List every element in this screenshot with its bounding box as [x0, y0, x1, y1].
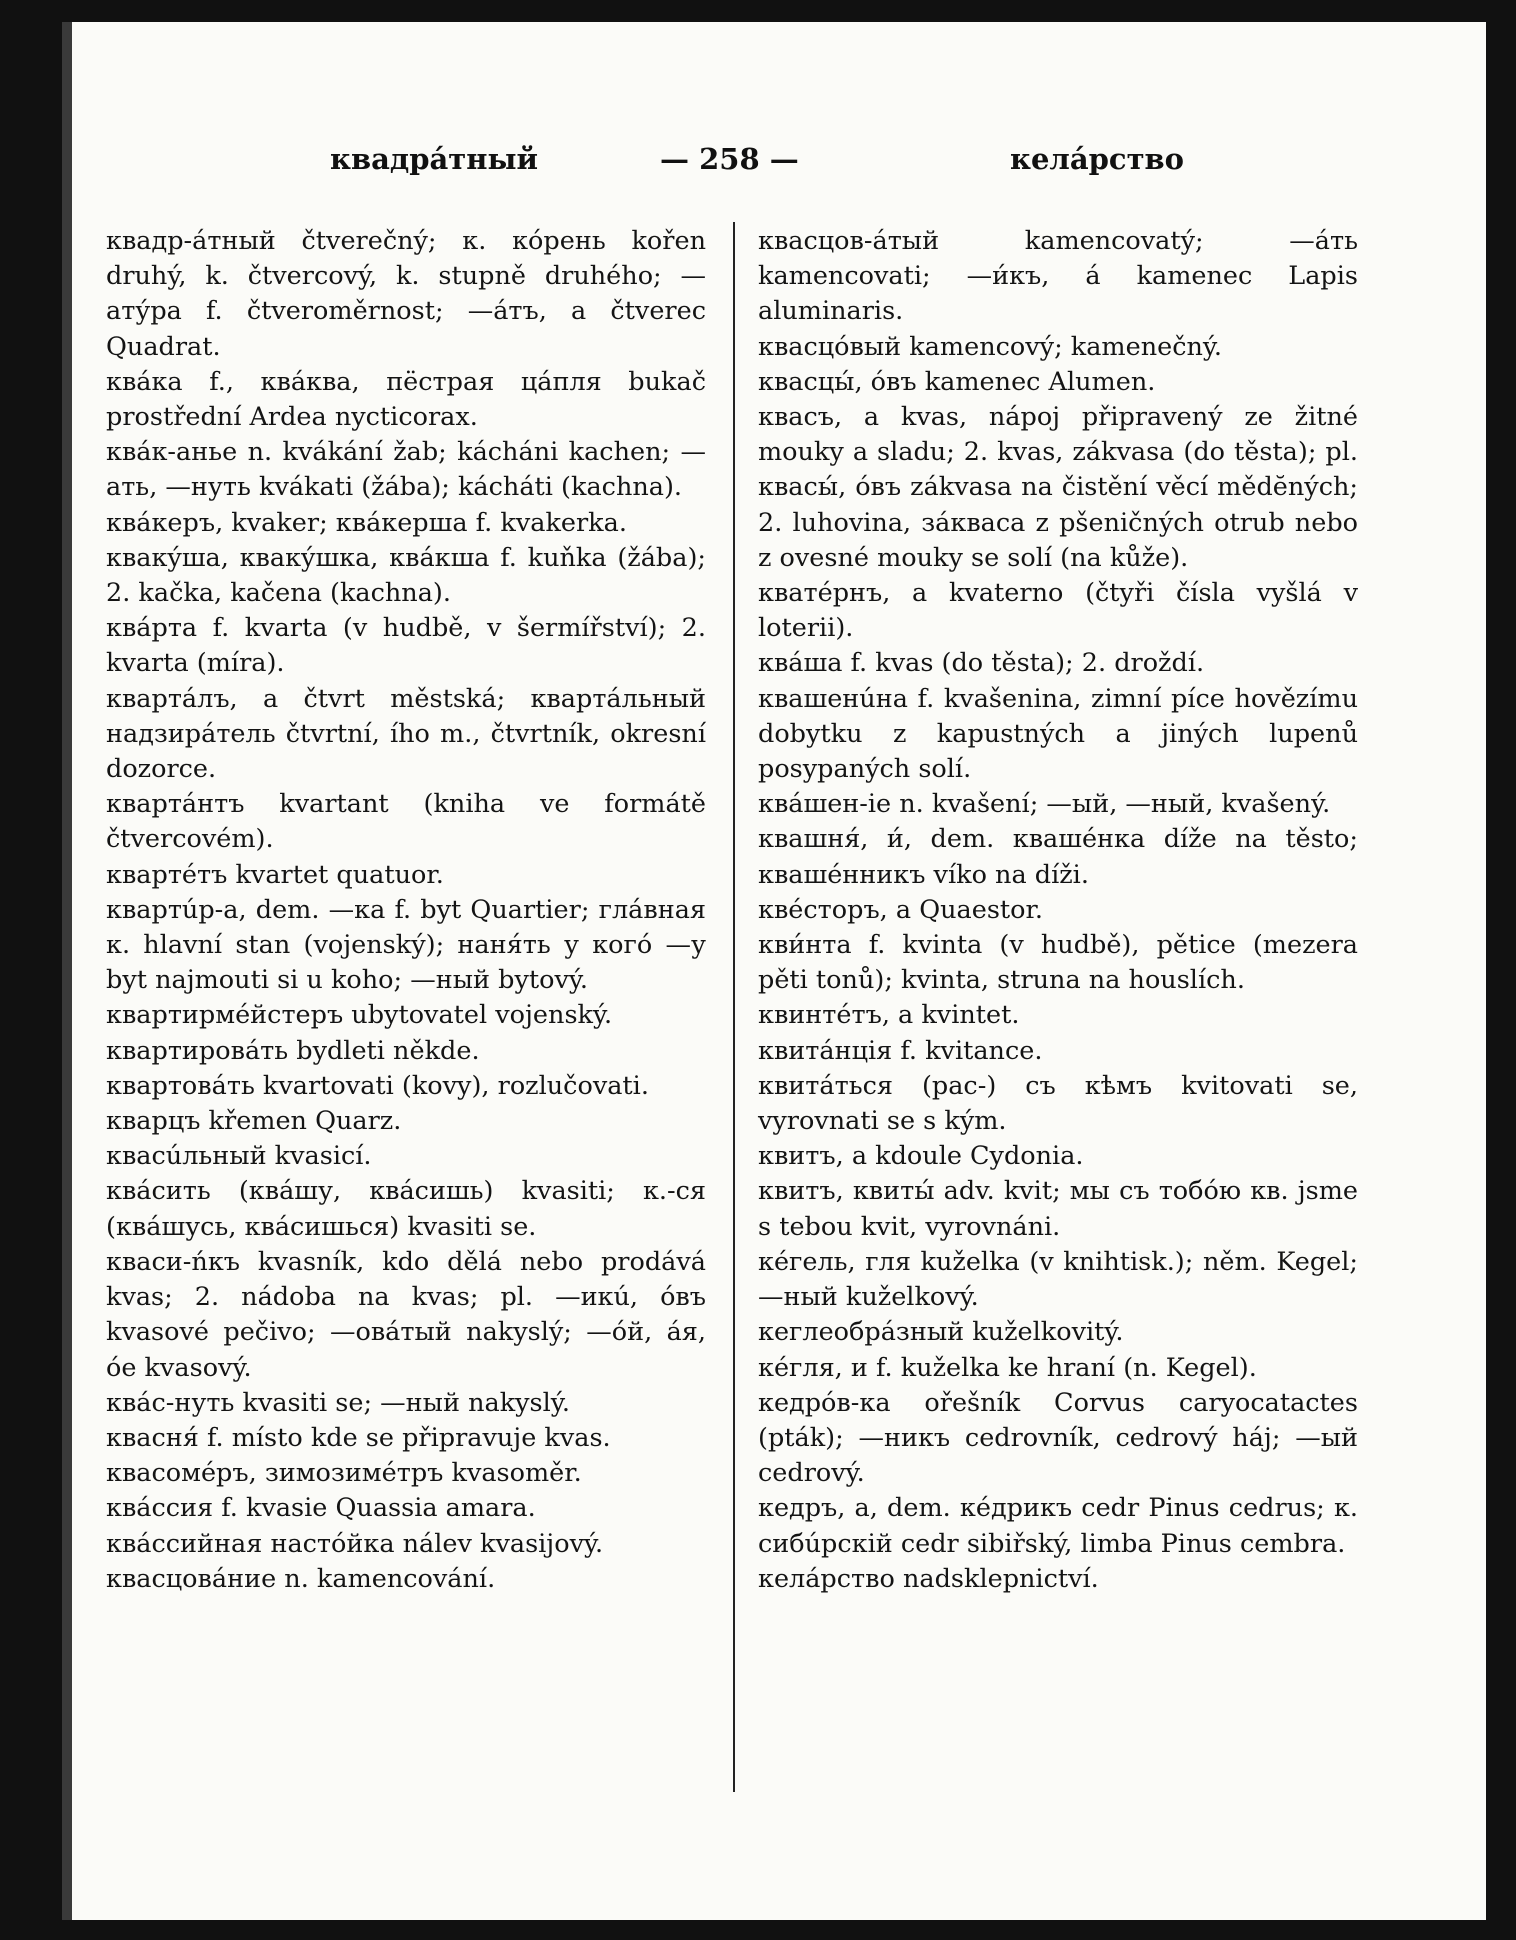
dictionary-entry: кедръ, a, dem. кéдрикъ cedr Pinus cedrus; к. сибúрскій cedr sibiřský, limba Pinus cembra. [758, 1493, 1358, 1559]
dictionary-entry: кварцъ křemen Quarz. [106, 1106, 402, 1137]
dictionary-entry: квартовáть kvartovati (kovy), rozlučovati. [106, 1070, 649, 1101]
dictionary-entry: кéгель, гля kuželka (v knihtisk.); něm. Kegel; —ный kuželkový. [758, 1246, 1358, 1313]
header-right-guideword: кела́рство [1010, 142, 1185, 176]
left-column [106, 224, 706, 1597]
dictionary-entry: ква́ка f., ква́ква, пёстрая ца́пля bukač prostřední Ardea nycticorax. [106, 366, 706, 433]
dictionary-entry: квашня́, и́, dem. квашéнка díže na těsto; квашéнникъ víko na díži. [758, 824, 1358, 890]
dictionary-entry: квáшен-ie n. kvašení; —ый, —ный, kvašený. [758, 789, 1331, 820]
dictionary-entry: квáс-нуть kvasiti se; —ный nakyslý. [106, 1387, 570, 1418]
dictionary-entry: квасцовáние n. kamencování. [106, 1563, 496, 1594]
dictionary-entry: кватéрнъ, a kvaterno (čtyři čísla vyšlá v loterii). [758, 578, 1358, 644]
dictionary-entry: кеглеобрáзный kuželkovitý. [758, 1317, 1124, 1348]
dictionary-entry: квинтéтъ, a kvintet. [758, 1000, 1020, 1031]
dictionary-entry: квасомéръ, зимозимéтръ kvasoměr. [106, 1458, 582, 1489]
right-column [758, 224, 1358, 1597]
dictionary-entry: квáша f. kvas (do těsta); 2. droždí. [758, 648, 1205, 679]
dictionary-entry: квадр-а́тный čtverečný; к. ко́рень kořen druhý, k. čtvercový, k. stupně druhého; —ату́ра f. čtveroměrnost; —а́тъ, a čtverec Quadrat. [106, 226, 706, 362]
dictionary-entry: квасня́ f. místo kde se připravuje kvas. [106, 1422, 611, 1453]
dictionary-entry: кви́нта f. kvinta (v hudbě), pětice (mezera pěti tonů); kvinta, struna na houslích. [758, 930, 1358, 996]
dictionary-entry: квартировáть bydleti někde. [106, 1035, 480, 1066]
dictionary-entry: ква́к-анье n. kvákání žab; kácháni kachen; —ать, —нуть kvákati (žába); kácháti (kachna). [106, 437, 706, 503]
dictionary-entry: квартирмéйстеръ ubytovatel vojenský. [106, 1000, 613, 1031]
dictionary-entry: кваси-ńкъ kvasník, kdo dělá nebo prodává kvas; 2. nádoba na kvas; pl. —икú, о́въ kvasové pečivo; —ова́тый nakyslý; —о́й, áя, о́е kvasový. [106, 1246, 706, 1383]
book-spine-edge [62, 22, 72, 1920]
dictionary-entry: квартáнтъ kvartant (kniha ve formátě čtvercovém). [106, 789, 706, 855]
dictionary-entry: квасцóвый kamencový; kamenečný. [758, 331, 1223, 362]
header-left-guideword: квадра́тный [330, 142, 539, 176]
dictionary-entry: кéгля, и f. kuželka ke hraní (n. Kegel). [758, 1352, 1257, 1383]
dictionary-entry: квасъ, a kvas, nápoj připravený ze žitné mouky a sladu; 2. kvas, zákvasa (do těsta); pl. квасы́, óвъ zákvasa na čistění věcí mědĕných; 2. luhovina, зáквасa z pšeničných otrub nebo z ovesné mouky se solí (na kůže). [758, 402, 1358, 573]
dictionary-entry: кедрóв-ка ořešník Corvus caryocatactes (pták); —никъ cedrovník, cedrový háj; —ый cedrový. [758, 1387, 1358, 1489]
dictionary-entry: квéсторъ, a Quaestor. [758, 894, 1043, 925]
dictionary-entry: квасцов-áтый kamencovatý; —áть kamencovati; —и́къ, á kamenec Lapis aluminaris. [758, 226, 1358, 327]
page-number: — 258 — [660, 142, 799, 176]
dictionary-entry: квáссия f. kvasie Quassia amara. [106, 1493, 536, 1524]
column-divider [733, 222, 735, 1792]
dictionary-entry: квартéтъ kvartet quatuor. [106, 859, 444, 890]
dictionary-entry: квартáлъ, a čtvrt městská; квартáльный надзира́тель čtvrtní, ího m., čtvrtník, okresní dozorce. [106, 683, 706, 785]
dictionary-entry: ква́рта f. kvarta (v hudbě, v šermířství); 2. kvarta (míra). [106, 613, 706, 679]
dictionary-entry: квасúльный kvasicí. [106, 1141, 372, 1172]
dictionary-entry: квартúр-а, dem. —ка f. byt Quartier; гла́вная к. hlavní stan (vojenský); наня́ть у кого́ —у byt najmouti si u koho; —ный bytový. [106, 894, 706, 996]
dictionary-entry: квитáться (рас-) съ кѣмъ kvitovati se, vyrovnati se s kým. [758, 1070, 1358, 1137]
dictionary-entry: квакýша, квакýшка, ква́кша f. kuňka (žába); 2. kačka, kačena (kachna). [106, 542, 706, 609]
dictionary-entry: келáрство nadsklepnictví. [758, 1563, 1099, 1594]
dictionary-entry: квáссийная настóйка nálev kvasijový. [106, 1528, 604, 1559]
dictionary-entry: квитъ, квиты́ adv. kvit; мы съ тобóю кв. jsme s tebou kvit, vyrovnáni. [758, 1176, 1358, 1242]
dictionary-entry: квасцы́, óвъ kamenec Alumen. [758, 366, 1156, 397]
dictionary-entry: квашенúна f. kvašenina, zimní píce hovězímu dobytku z kapustných a jiných lupenů posypaných solí. [758, 683, 1358, 785]
dictionary-entry: ква́керъ, kvaker; ква́керша f. kvakerka. [106, 507, 627, 538]
dictionary-entry: квáсить (квáшу, квáсишь) kvasiti; к.-ся (квáшусь, квáсишься) kvasiti se. [106, 1176, 706, 1242]
dictionary-entry: квитъ, a kdoule Cydonia. [758, 1141, 1084, 1172]
dictionary-entry: квитáнція f. kvitance. [758, 1035, 1043, 1066]
